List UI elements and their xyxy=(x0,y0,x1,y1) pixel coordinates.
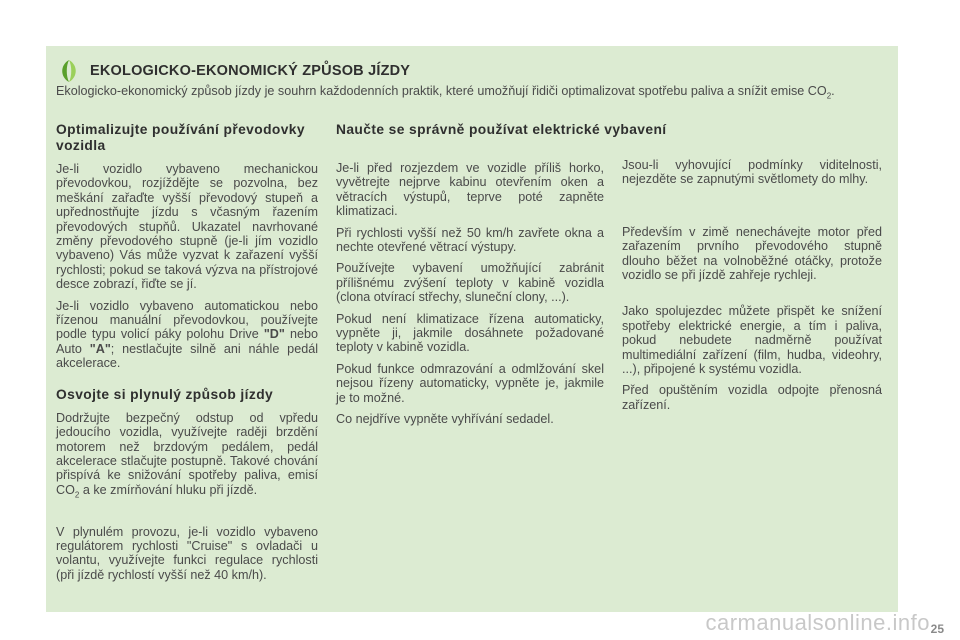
paragraph-close-windows: Při rychlosti vyšší než 50 km/h zavřete okna a nechte otevřené větrací výstupy. xyxy=(336,225,604,255)
column-left xyxy=(56,122,318,589)
page-number: 25 xyxy=(930,622,944,636)
paragraph-cruise-control: V plynulém provozu, je-li vozidlo vybaveno regulátorem rychlosti "Cruise" s ovladači u volantu, využívejte funkci regulace rychlosti (při jízdě rychlostí vyšší než 40 km/h). xyxy=(56,524,318,582)
heading-gearbox: Optimalizujte používání převodovky vozidla xyxy=(56,122,305,153)
paragraph-ventilate: Je-li před rozjezdem ve vozidle příliš horko, vyvětrejte nejprve kabinu otevřením oken a větracích výstupů, teprve poté zapněte klimatizaci. xyxy=(336,161,604,219)
paragraph-air-conditioning: Pokud není klimatizace řízena automaticky, vypněte ji, jakmile dosáhnete požadované teploty v kabině vozidla. xyxy=(336,311,604,355)
paragraph-safe-distance: Dodržujte bezpečný odstup od vpředu jedoucího vozidla, využívejte raději brzdění motorem než brzdovým pedálem, pedál akcelerace stlačujte postupně. Takové chování přispívá ke snižování spotřeby paliva, emisí $CO_2$ a ke zmírňování hluku při jízdě. xyxy=(56,410,318,500)
column-right xyxy=(622,158,882,419)
page-title: EKOLOGICKO-EKONOMICKÝ ZPŮSOB JÍZDY xyxy=(90,63,411,79)
paragraph-disconnect-devices: Před opuštěním vozidla odpojte přenosná zařízení. xyxy=(622,383,882,412)
section-header xyxy=(58,58,888,84)
paragraph-passenger-multimedia: Jako spolujezdec můžete přispět ke snížení spotřeby elektrické energie, a tím i paliva, pokud nebudete nadměrně používat multimediální zařízení (film, hudba, videohry, ...), připojené k systému vozidla. xyxy=(622,304,882,377)
eco-leaf-icon xyxy=(58,59,80,83)
column-middle-body xyxy=(336,161,604,427)
watermark: carmanualsonline.info xyxy=(705,610,930,635)
column-middle xyxy=(336,122,667,434)
paragraph-fog-lamps: Jsou-li vyhovující podmínky viditelnosti, nejezděte se zapnutými světlomety do mlhy. xyxy=(622,158,882,187)
paragraph-manual-gearbox: Je-li vozidlo vybaveno mechanickou převodovkou, rozjíždějte se pozvolna, bez meškání zařaďte vyšší převodový stupeň a upřednostňujte jízdu s včasným řazením převodových stupňů. Ukazatel navrhované změny převodového stupně (je-li jím vozidlo vybaveno) Vás může vyzvat k zařazení vyšší rychlosti; pokud se taková výzva na přístrojové desce zobrazí, řiďte se jí. xyxy=(56,162,318,292)
paragraph-demist: Pokud funkce odmrazování a odmlžování skel nejsou řízeny automaticky, vypněte je, jakmile je to možné. xyxy=(336,361,604,405)
intro-paragraph: Ekologicko-ekonomický způsob jízdy je souhrn každodenních praktik, které umožňují řidiči optimalizovat spotřebu paliva a snížit emise $CO_2$. xyxy=(56,84,835,101)
paragraph-sun-blinds: Používejte vybavení umožňující zabránit přílišnému zvýšení teploty v kabině vozidla (clona otvírací střechy, sluneční clony, ...). xyxy=(336,261,604,305)
heading-electrical-equipment: Naučte se správně používat elektrické vybavení xyxy=(336,122,667,137)
heading-smooth-driving: Osvojte si plynulý způsob jízdy xyxy=(56,386,274,402)
paragraph-automatic-gearbox: Je-li vozidlo vybaveno automatickou nebo řízenou manuální převodovkou, používejte podle typu volicí páky polohu Drive "D" nebo Auto "A"; nestlačujte silně ani náhle pedál akcelerace. xyxy=(56,298,318,371)
content-panel xyxy=(46,46,898,612)
paragraph-winter-idle: Především v zimě nenechávejte motor před zařazením prvního převodového stupně dlouho běžet na volnoběžné otáčky, protože vozidlo se při jízdě zahřeje rychleji. xyxy=(622,224,882,283)
paragraph-seat-heating: Co nejdříve vypněte vyhřívání sedadel. xyxy=(336,412,554,427)
